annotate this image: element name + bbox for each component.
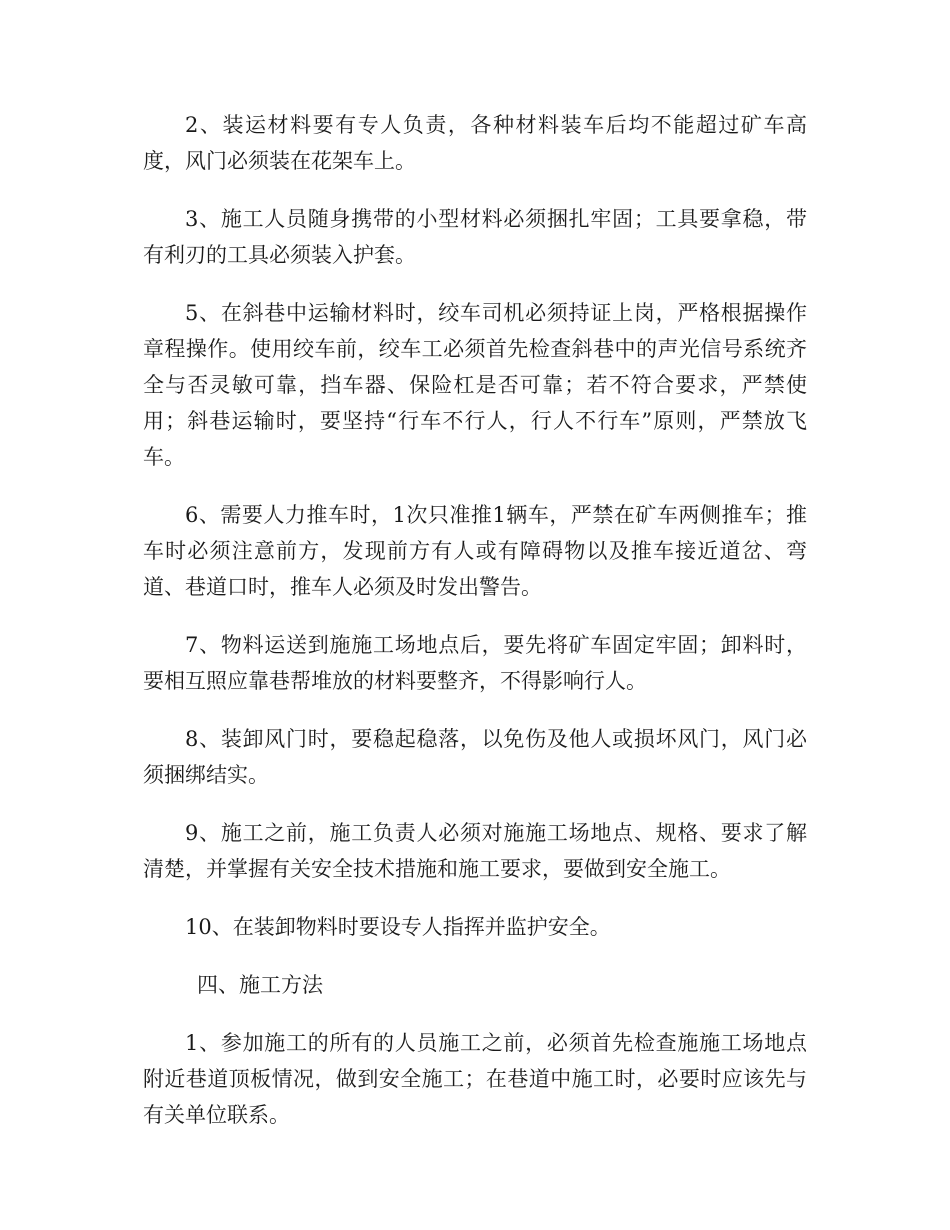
paragraph-item-10: 10、在装卸物料时要设专人指挥并监护安全。	[185, 915, 611, 939]
paragraph-method-1: 1、参加施工的所有的人员施工之前，必须首先检查施施工场地点附近巷道顶板情况，做到安全施工；在巷道中施工时，必要时应该先与有关单位联系。	[143, 1031, 807, 1127]
document-body	[143, 107, 807, 1155]
paragraph-item-8: 8、装卸风门时，要稳起稳落，以免伤及他人或损坏风门，风门必须捆绑结实。	[143, 727, 807, 787]
paragraph-item-6: 6、需要人力推车时，1次只准推1辆车，严禁在矿车两侧推车；推车时必须注意前方，发现前方有人或有障碍物以及推车接近道岔、弯道、巷道口时，推车人必须及时发出警告。	[143, 503, 807, 599]
paragraph-item-5: 5、在斜巷中运输材料时，绞车司机必须持证上岗，严格根据操作章程操作。使用绞车前，绞车工必须首先检查斜巷中的声光信号系统齐全与否灵敏可靠，挡车器、保险杠是否可靠；若不符合要求，严禁使用；斜巷运输时，要坚持“行车不行人，行人不行车”原则，严禁放飞车。	[143, 301, 807, 469]
paragraph-item-3: 3、施工人员随身携带的小型材料必须捆扎牢固；工具要拿稳，带有利刃的工具必须装入护套。	[143, 207, 807, 267]
paragraph-item-7: 7、物料运送到施施工场地点后，要先将矿车固定牢固；卸料时，要相互照应靠巷帮堆放的材料要整齐，不得影响行人。	[143, 633, 807, 693]
section-heading: 四、施工方法	[197, 973, 323, 997]
paragraph-item-9: 9、施工之前，施工负责人必须对施施工场地点、规格、要求了解清楚，并掌握有关安全技术措施和施工要求，要做到安全施工。	[143, 821, 807, 881]
paragraph-item-2: 2、装运材料要有专人负责，各种材料装车后均不能超过矿车高度，风门必须装在花架车上。	[143, 113, 807, 173]
